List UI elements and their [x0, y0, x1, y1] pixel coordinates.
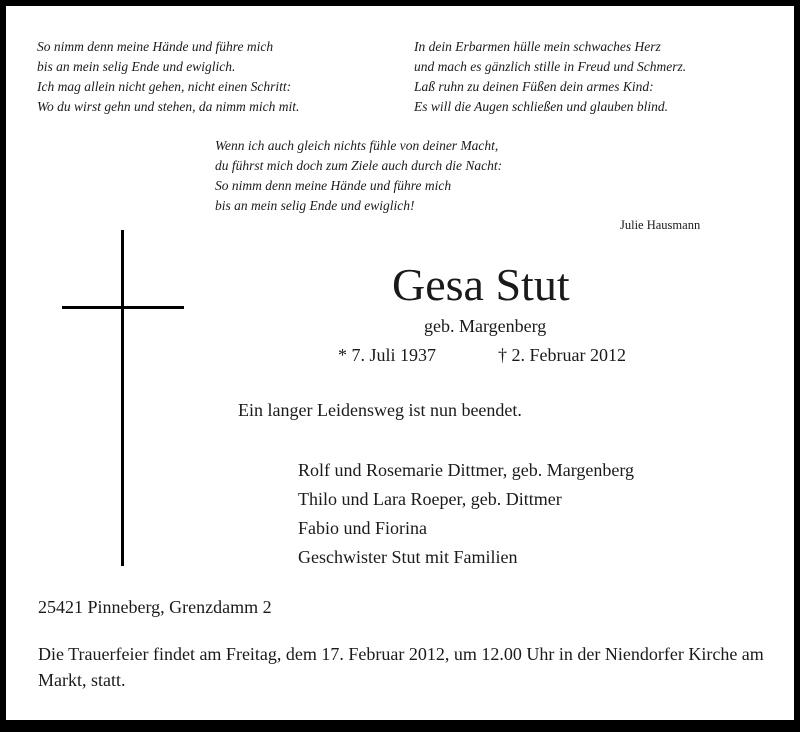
- frame-border-right: [794, 0, 800, 732]
- mourners-list: [298, 456, 634, 572]
- family-address: 25421 Pinneberg, Grenzdamm 2: [38, 597, 272, 617]
- birth-date: * 7. Juli 1937: [338, 345, 437, 365]
- poem-line: bis an mein selig Ende und ewiglich!: [215, 198, 415, 213]
- poem-line: und mach es gänzlich stille in Freud und Schmerz.: [414, 59, 687, 74]
- poem-line: Laß ruhn zu deinen Füßen dein armes Kind:: [414, 79, 654, 94]
- poem-line: Wenn ich auch gleich nichts fühle von deiner Macht,: [215, 138, 499, 153]
- mourner-entry: Thilo und Lara Roeper, geb. Dittmer: [298, 489, 562, 509]
- poem-line: So nimm denn meine Hände und führe mich: [215, 178, 452, 193]
- frame-border-left: [0, 0, 6, 732]
- maiden-name: geb. Margenberg: [424, 316, 547, 336]
- poem-line: Wo du wirst gehn und stehen, da nimm mich mit.: [37, 99, 300, 114]
- deceased-name: Gesa Stut: [392, 259, 570, 310]
- poem-line: du führst mich doch zum Ziele auch durch die Nacht:: [215, 158, 503, 173]
- mourning-statement: Ein langer Leidensweg ist nun beendet.: [238, 400, 522, 420]
- poem-line: Es will die Augen schließen und glauben blind.: [414, 99, 668, 114]
- poem-author: Julie Hausmann: [620, 218, 701, 232]
- mourner-entry: Fabio und Fiorina: [298, 518, 427, 538]
- frame-border-top: [0, 0, 800, 6]
- poem-line: Ich mag allein nicht gehen, nicht einen Schritt:: [37, 79, 292, 94]
- mourner-entry: Rolf und Rosemarie Dittmer, geb. Margenberg: [298, 460, 635, 480]
- poem-line: So nimm denn meine Hände und führe mich: [37, 39, 274, 54]
- mourner-entry: Geschwister Stut mit Familien: [298, 547, 518, 567]
- cross-horizontal-bar: [62, 306, 184, 309]
- funeral-notice: Die Trauerfeier findet am Freitag, dem 17. Februar 2012, um 12.00 Uhr in der Niendorfer Kirche am Markt, statt.: [38, 644, 764, 690]
- death-date: † 2. Februar 2012: [498, 345, 626, 365]
- poem-line: In dein Erbarmen hülle mein schwaches Herz: [414, 39, 661, 54]
- frame-border-bottom: [0, 720, 800, 732]
- poem-line: bis an mein selig Ende und ewiglich.: [37, 59, 236, 74]
- cross-vertical-bar: [121, 230, 124, 566]
